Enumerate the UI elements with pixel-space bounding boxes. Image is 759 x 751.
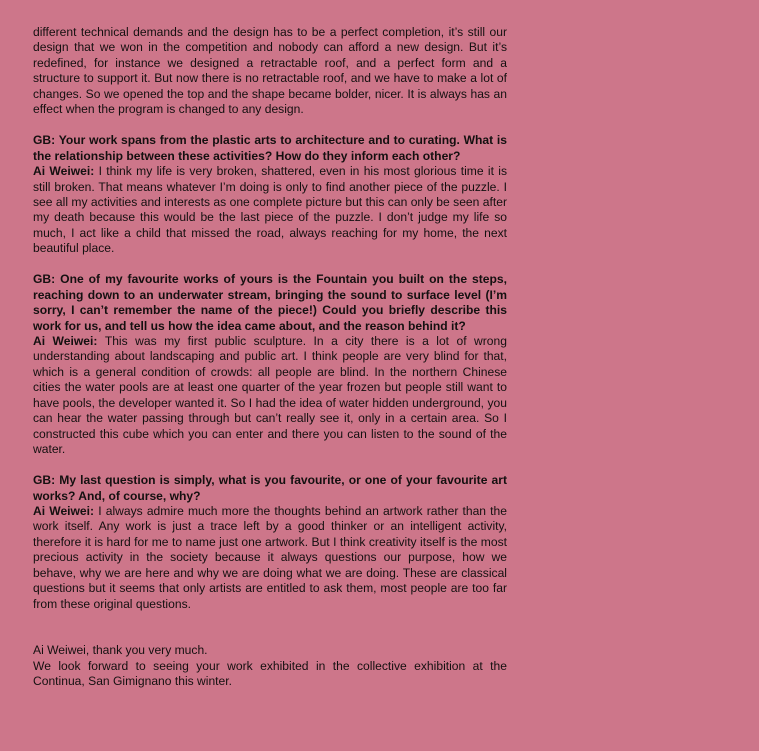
interview-page	[33, 25, 507, 689]
closing-farewell: We look forward to seeing your work exhibited in the collective exhibition at the Continua, San Gimignano this winter.	[33, 658, 507, 688]
speaker-label-3: Ai Weiwei:	[33, 504, 99, 518]
closing-block	[33, 643, 507, 689]
qa-block-1	[33, 133, 507, 257]
intro-paragraph: different technical demands and the design has to be a perfect completion, it’s still our design that we won in the competition and nobody can afford a new design. But it’s redefined, for instance we designed a retractable roof, and a perfect form and a structure to support it. But now there is no retractable roof, and we have to make a lot of changes. So we opened the top and the shape became bolder, nicer. It is always has an effect when the program is changed to any design.	[33, 25, 507, 117]
question-1: GB: Your work spans from the plastic arts to architecture and to curating. What is the relationship between these activities? How do they inform each other?	[33, 133, 507, 163]
qa-block-2	[33, 272, 507, 457]
question-2: GB: One of my favourite works of yours is the Fountain you built on the steps, reaching down to an underwater stream, bringing the sound to surface level (I’m sorry, I can’t remember the name of the piece!) Could you briefly describe this work for us, and tell us how the idea came about, and the reason behind it?	[33, 272, 507, 333]
speaker-label-1: Ai Weiwei:	[33, 164, 99, 179]
closing-thanks: Ai Weiwei, thank you very much.	[33, 643, 208, 658]
qa-block-3	[33, 473, 507, 612]
question-3: GB: My last question is simply, what is you favourite, or one of your favourite art works? And, of course, why?	[33, 473, 507, 503]
answer-1: I think my life is very broken, shattered, even in his most glorious time it is still broken. That means whatever I’m doing is only to find another piece of the puzzle. I see all my activities and interests as one complete picture but this can only be seen after my death because this would be the last piece of the puzzle. I don’t judge my life so much, I act like a child that missed the road, always reaching for my home, the next beautiful place.	[33, 164, 507, 256]
speaker-label-2: Ai Weiwei:	[33, 334, 105, 349]
answer-2: This was my first public sculpture. In a city there is a lot of wrong understanding about landscaping and public art. I think people are very blind for that, which is a general condition of crowds: all people are blind. In the northern Chinese cities the water pools are at least one quarter of the year frozen but people still want to have pools, the developer wanted it. So I had the idea of water hidden underground, you can hear the water passing through but can’t really see it, only in a certain area. So I constructed this cube which you can enter and there you can listen to the sound of the water.	[33, 334, 507, 457]
answer-3: I always admire much more the thoughts behind an artwork rather than the work itself. Any work is just a trace left by a good thinker or an intelligent activity, therefore it is hard for me to name just one artwork. But I think creativity itself is the most precious activity in the society because it always questions our purpose, how we behave, why we are here and why we are doing what we are doing. These are classical questions but it seems that only artists are entitled to ask them, most people are too far from these original questions.	[33, 504, 507, 611]
